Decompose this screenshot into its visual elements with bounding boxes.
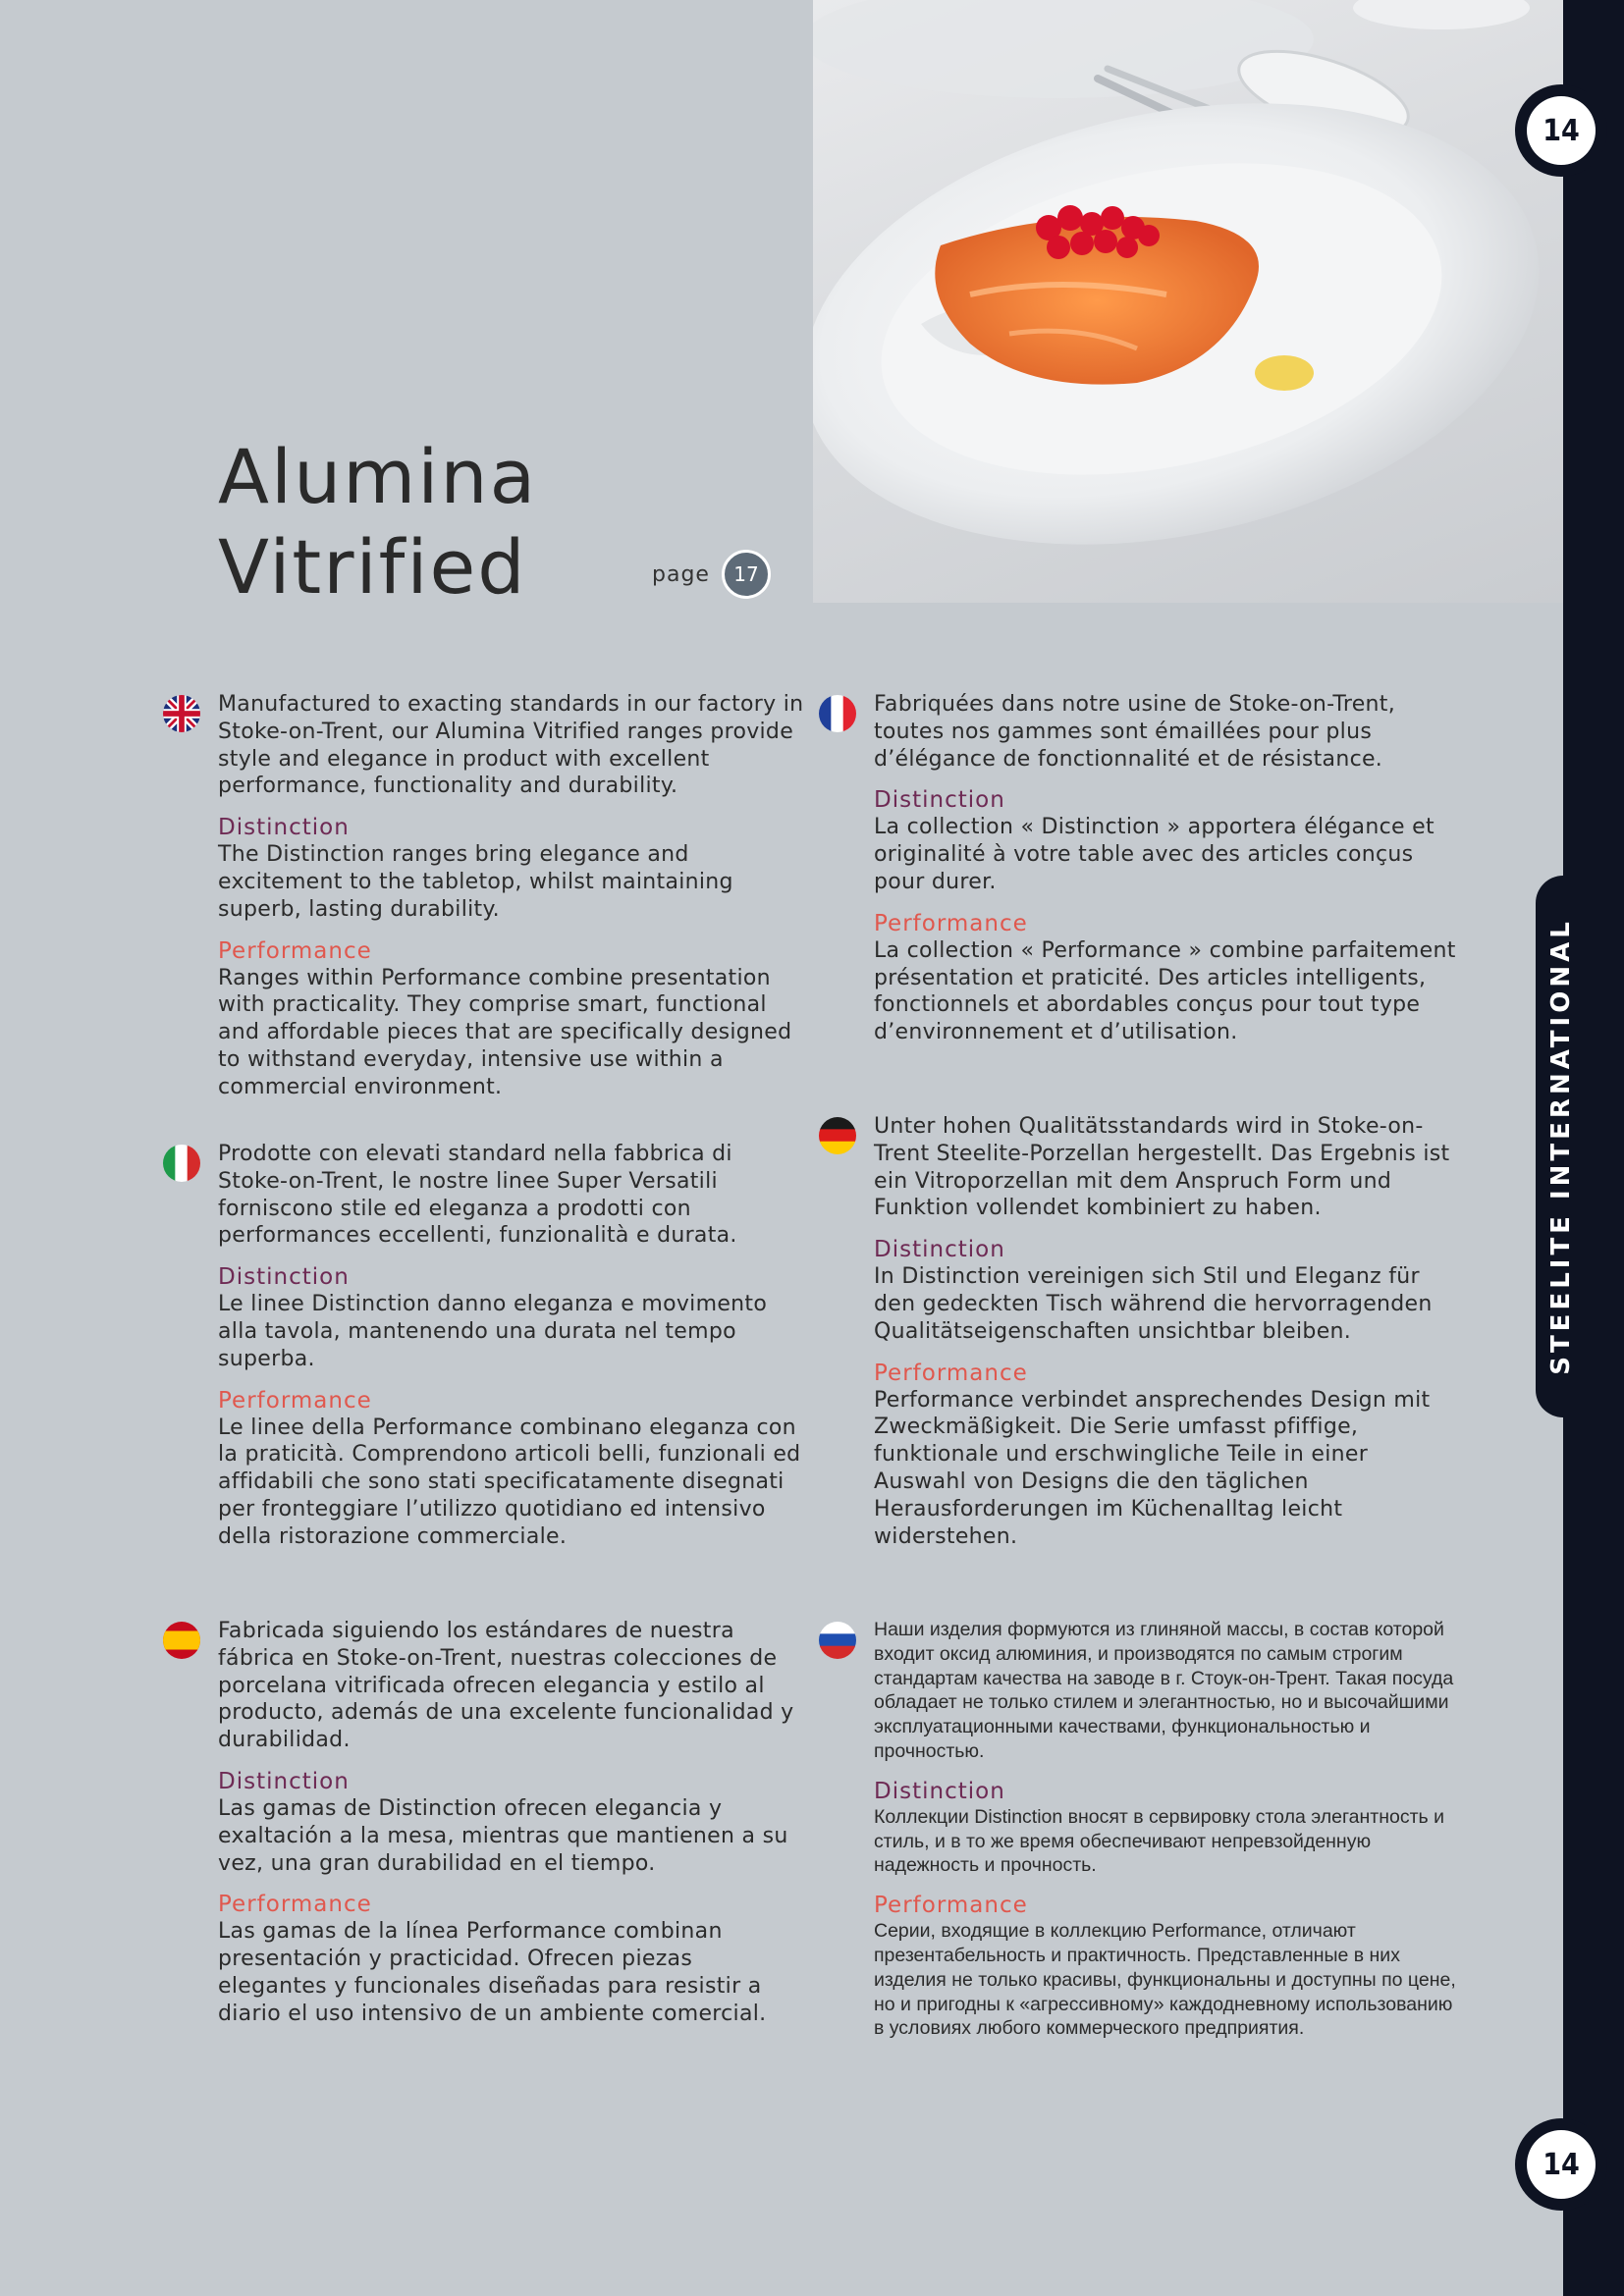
distinction-text: In Distinction vereinigen sich Stil und Eleganz für den gedeckten Tisch während die hervorragenden Qualitätseigenschaften unsichtbar bleiben. [874,1264,1433,1344]
section-english [218,691,807,1101]
distinction-text: Коллекции Distinction вносят в сервировку стола элегантность и стиль, и в то же время обеспечивают непревзойденную надежность и прочность. [874,1805,1444,1877]
performance-text: La collection « Performance » combine parfaitement présentation et praticité. Des articles intelligents, fonctionnels et abordables conçus pour tout type d’environnement et d’utilisation. [874,937,1456,1045]
section-spanish [218,1618,807,2028]
title-line-1: Alumina [218,433,538,520]
distinction-heading: Distinction [218,1768,350,1794]
intro-text: Manufactured to exacting standards in our factory in Stoke-on-Trent, our Alumina Vitrified ranges provide style and elegance in product with excellent performance, functionality and durability. [218,692,804,799]
performance-text: Ranges within Performance combine presentation with practicality. They comprise smart, functional and affordable pieces that are specifically designed to withstand everyday, intensive use within a commercial environment. [218,965,792,1099]
france-flag-icon [819,695,856,732]
intro-text: Наши изделия формуются из глиняной массы, в состав которой входит оксид алюминия, и производятся по самым строгим стандартам качества на заводе в г. Стоук-он-Трент. Такая посуда обладает не только стилем и элегантностью, но и высочайшими эксплуатационными качествами, функциональностью и прочностью. [874,1619,1454,1762]
plate-illustration [813,0,1563,603]
distinction-text: Le linee Distinction danno eleganza e movimento alla tavola, mantenendo una durata nel tempo superba. [218,1292,768,1371]
distinction-heading: Distinction [874,1237,1005,1263]
performance-text: Performance verbindet ansprechendes Design mit Zweckmäßigkeit. Die Serie umfasst pfiffige, funktionale und erschwingliche Teile in einer Auswahl von Designs die den täglichen Herausforderungen im Küchenalltag leicht widerstehen. [874,1387,1431,1549]
distinction-text: The Distinction ranges bring elegance and excitement to the tabletop, whilst maintaining superb, lasting durability. [218,842,733,922]
page-ref-label: page [652,561,710,587]
uk-flag-icon [163,695,200,732]
germany-flag-icon [819,1117,856,1154]
performance-heading: Performance [874,1360,1028,1386]
distinction-heading: Distinction [218,815,350,841]
spain-flag-icon [163,1622,200,1659]
brand-label: STEELITE INTERNATIONAL [1546,918,1576,1375]
page-number-badge-bottom [1515,2118,1607,2211]
performance-text: Las gamas de la línea Performance combinan presentación y practicidad. Ofrecen piezas elegantes y funcionales diseñadas para resistir a diario el uso intensivo de un ambiente comercial. [218,1919,767,2026]
page-title [218,432,537,613]
page-number-badge-top [1515,84,1607,177]
distinction-text: Las gamas de Distinction ofrecen elegancia y exaltación a la mesa, mientras que mantienen a su vez, una gran durabilidad en el tiempo. [218,1795,788,1876]
russia-flag-icon [819,1622,856,1659]
performance-heading: Performance [874,1893,1028,1919]
performance-heading: Performance [218,937,372,964]
performance-heading: Performance [218,1892,372,1918]
section-italian [218,1141,807,1551]
intro-text: Fabriquées dans notre usine de Stoke-on-Trent, toutes nos gammes sont émaillées pour plus d’élégance de fonctionnalité et de résistance. [874,692,1395,772]
performance-heading: Performance [218,1387,372,1414]
title-line-2: Vitrified [218,523,527,611]
distinction-text: La collection « Distinction » apportera élégance et originalité à votre table avec des articles conçus pour durer. [874,815,1435,894]
distinction-heading: Distinction [874,1778,1005,1804]
performance-heading: Performance [874,910,1028,936]
intro-text: Unter hohen Qualitätsstandards wird in Stoke-on-Trent Steelite-Porzellan hergestellt. Das Ergebnis ist ein Vitroporzellan mit dem Anspruch Form und Funktion vollendet kombiniert zu haben. [874,1114,1450,1221]
hero-photo [813,0,1563,603]
page-reference[interactable] [652,550,771,599]
distinction-heading: Distinction [218,1264,350,1291]
page-number-bottom: 14 [1527,2130,1596,2199]
page-number-top: 14 [1527,96,1596,165]
performance-text: Le linee della Performance combinano eleganza con la praticità. Comprendono articoli belli, funzionali ed affidabili che sono stati specificatamente disegnati per fronteggiare l’utilizzo quotidiano ed intensivo della ristorazione commerciale. [218,1415,801,1549]
section-german [874,1113,1463,1550]
performance-text: Серии, входящие в коллекцию Performance, отличают презентабельность и практичность. Представленные в них изделия не только красивы, функциональны и доступны по цене, но и пригодны к «агрессивному» каждодневному использованию в условиях любого коммерческого предприятия. [874,1920,1456,2040]
section-russian [874,1618,1463,2041]
distinction-heading: Distinction [874,787,1005,814]
page-ref-number[interactable]: 17 [722,550,771,599]
intro-text: Prodotte con elevati standard nella fabbrica di Stoke-on-Trent, le nostre linee Super Versatili forniscono stile ed eleganza a prodotti con performances eccellenti, funzionalità e durata. [218,1142,737,1249]
intro-text: Fabricada siguiendo los estándares de nuestra fábrica en Stoke-on-Trent, nuestras colecciones de porcelana vitrificada ofrecen elegancia y estilo al producto, además de una excelente funcionalidad y durabilidad. [218,1619,794,1753]
italy-flag-icon [163,1145,200,1182]
section-french [874,691,1463,1046]
